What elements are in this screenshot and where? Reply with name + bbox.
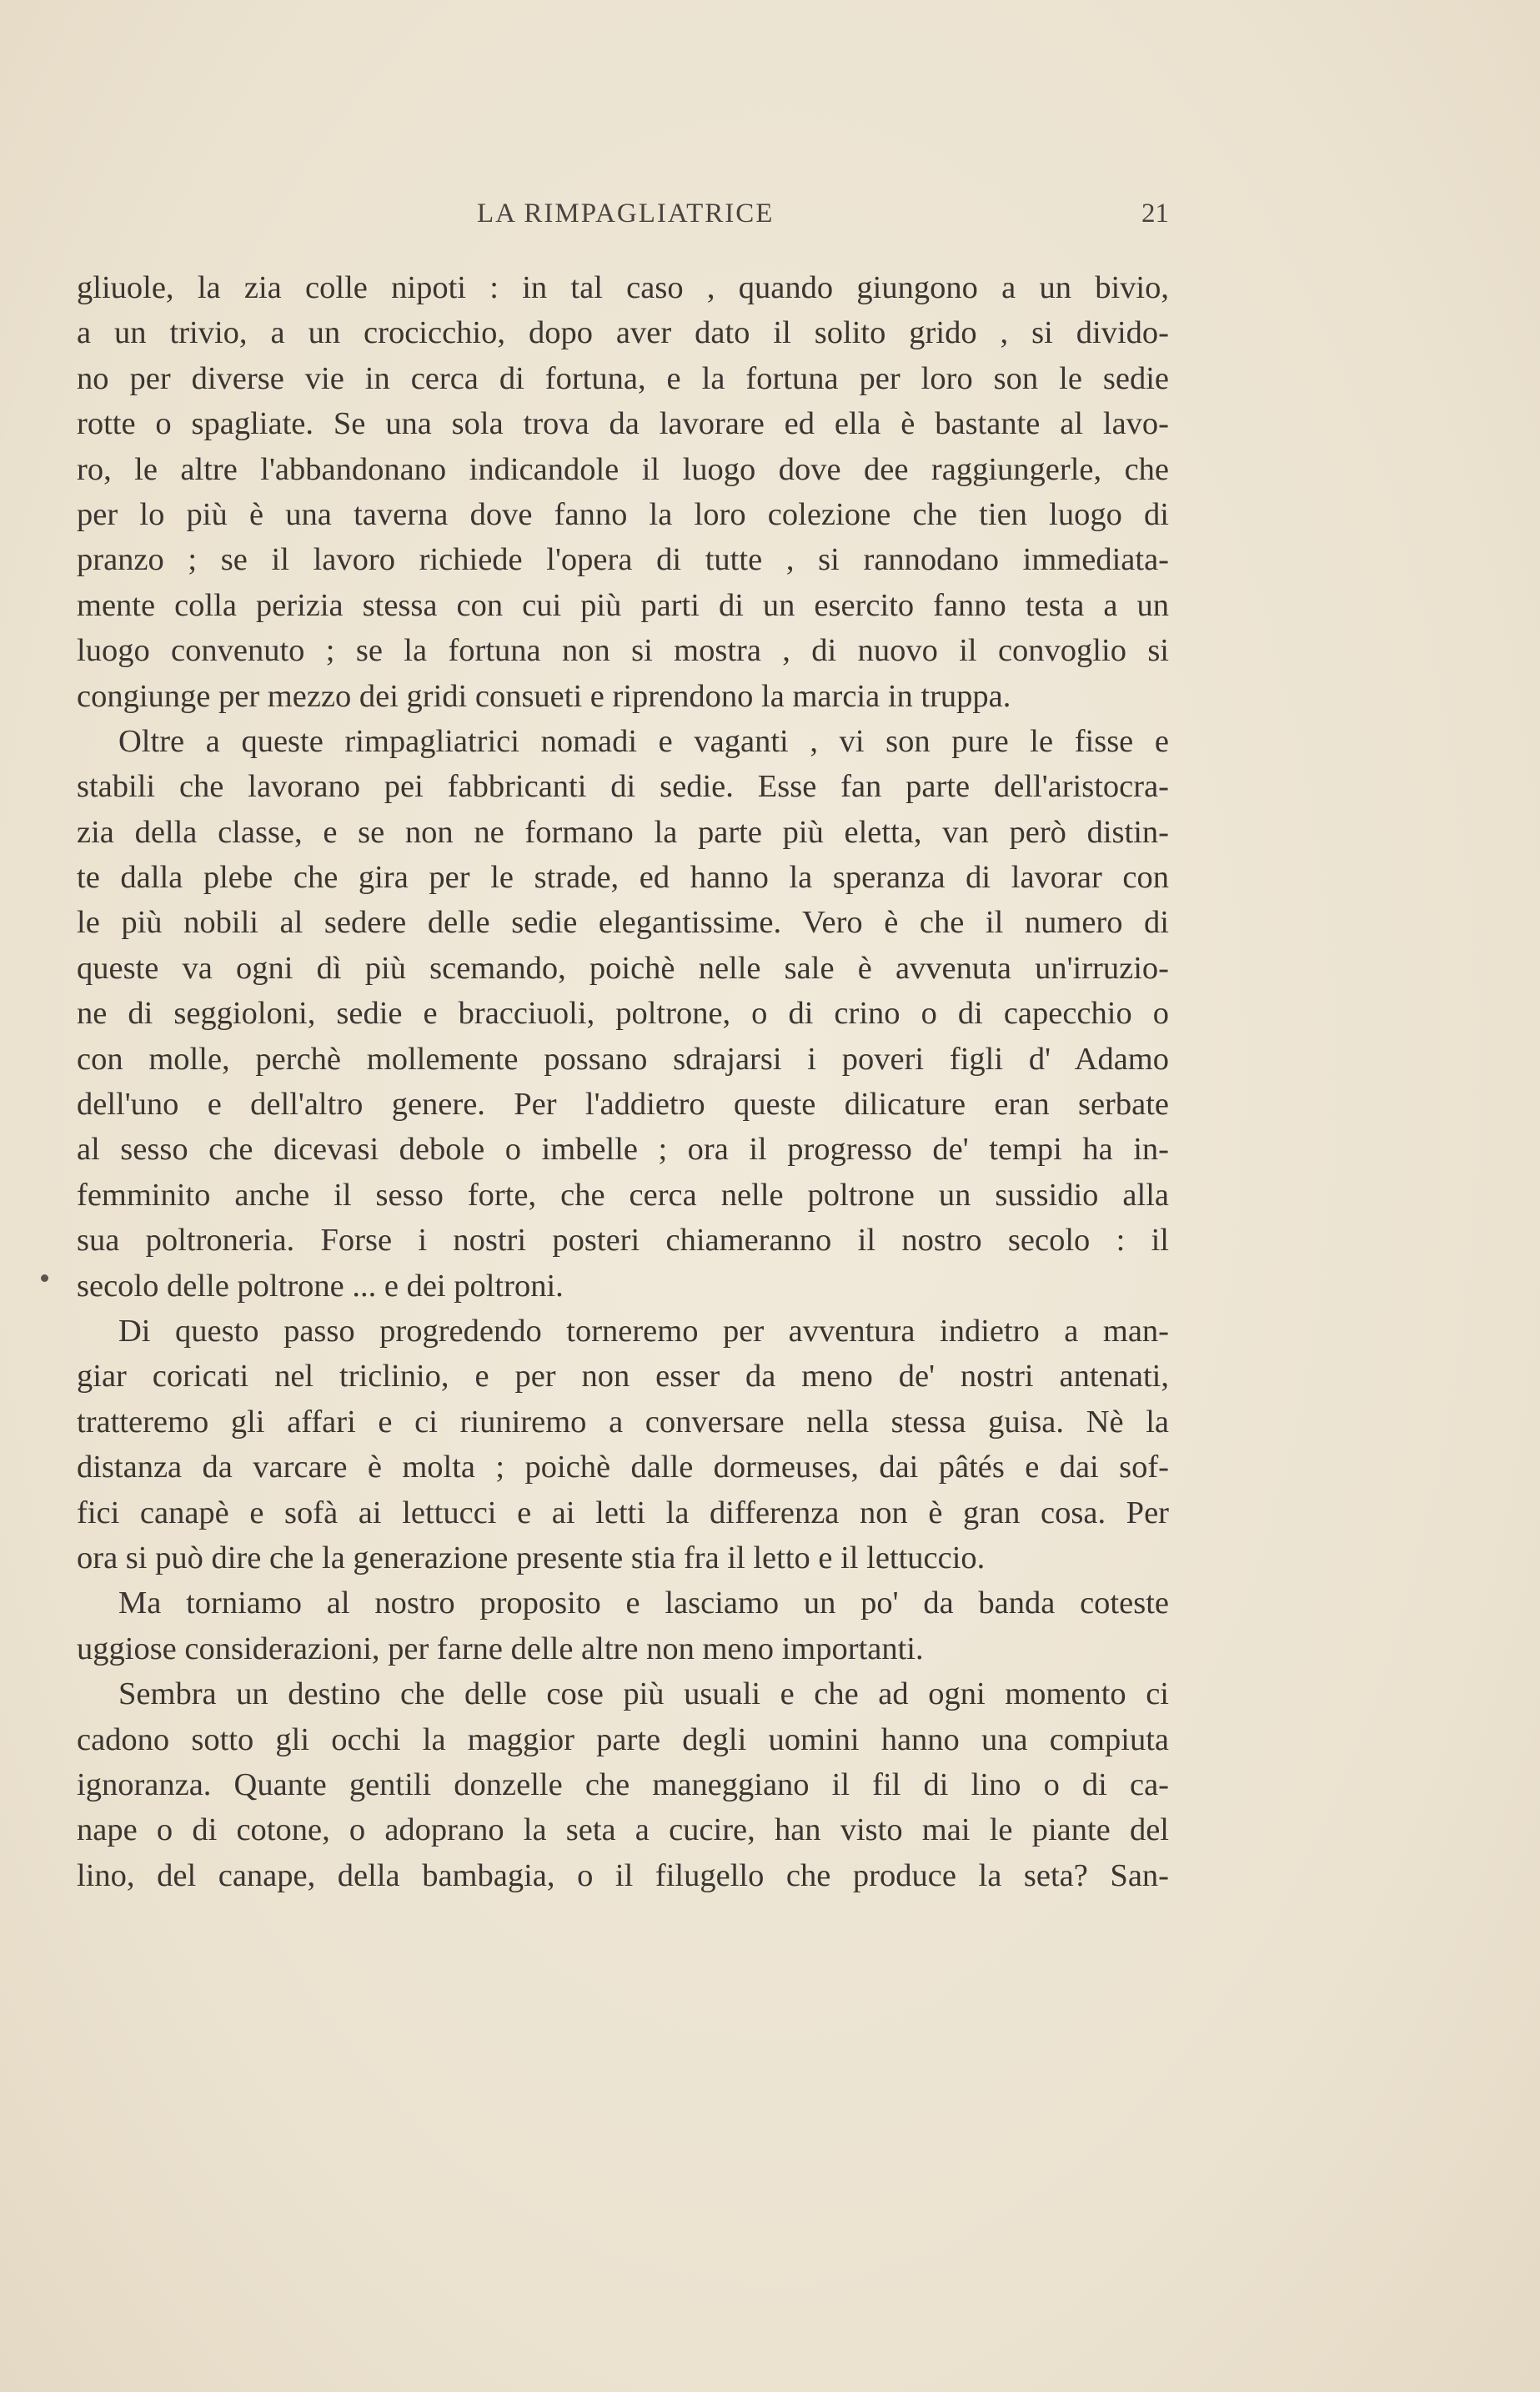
text-line: rotte o spagliate. Se una sola trova da lavorare ed ella è bastante al lavo- bbox=[77, 406, 1169, 442]
text-line: fici canapè e sofà ai lettucci e ai letti la differenza non è gran cosa. Per bbox=[77, 1495, 1169, 1530]
text-line: Oltre a queste rimpagliatrici nomadi e vaganti , vi son pure le fisse e bbox=[118, 723, 1169, 759]
text-line: Sembra un destino che delle cose più usuali e che ad ogni momento ci bbox=[118, 1676, 1169, 1712]
running-title: LA RIMPAGLIATRICE bbox=[477, 198, 775, 229]
text-line: ne di seggioloni, sedie e bracciuoli, poltrone, o di crino o di capecchio o bbox=[77, 996, 1169, 1032]
text-line: no per diverse vie in cerca di fortuna, e la fortuna per loro son le sedie bbox=[77, 360, 1169, 396]
text-line: Di questo passo progredendo torneremo per avventura indietro a man- bbox=[118, 1313, 1169, 1349]
text-line: luogo convenuto ; se la fortuna non si mostra , di nuovo il convoglio si bbox=[77, 633, 1169, 669]
text-line: femminito anche il sesso forte, che cerca nelle poltrone un sussidio alla bbox=[77, 1177, 1169, 1213]
text-line: zia della classe, e se non ne formano la parte più eletta, van però distin- bbox=[77, 814, 1169, 850]
text-line: con molle, perchè mollemente possano sdrajarsi i poveri figli d' Adamo bbox=[77, 1041, 1169, 1077]
text-line: al sesso che dicevasi debole o imbelle ; ora il progresso de' tempi ha in- bbox=[77, 1132, 1169, 1168]
text-line: pranzo ; se il lavoro richiede l'opera di tutte , si rannodano immediata- bbox=[77, 542, 1169, 578]
body-text bbox=[77, 265, 1169, 1898]
text-line: tratteremo gli affari e ci riuniremo a conversare nella stessa guisa. Nè la bbox=[77, 1404, 1169, 1440]
text-line: per lo più è una taverna dove fanno la loro colezione che tien luogo di bbox=[77, 496, 1169, 532]
page-header bbox=[77, 198, 1169, 240]
text-line: a un trivio, a un crocicchio, dopo aver dato il solito grido , si divido- bbox=[77, 315, 1169, 351]
margin-mark bbox=[41, 1274, 48, 1282]
text-line: cadono sotto gli occhi la maggior parte degli uomini hanno una compiuta bbox=[77, 1721, 1169, 1757]
text-line: uggiose considerazioni, per farne delle altre non meno importanti. bbox=[77, 1631, 924, 1666]
text-line: distanza da varcare è molta ; poichè dalle dormeuses, dai pâtés e dai sof- bbox=[77, 1450, 1169, 1485]
page-number: 21 bbox=[1141, 198, 1169, 229]
text-line: mente colla perizia stessa con cui più parti di un esercito fanno testa a un bbox=[77, 587, 1169, 623]
text-line: ora si può dire che la generazione presente stia fra il letto e il lettuccio. bbox=[77, 1540, 986, 1575]
text-line: gliuole, la zia colle nipoti : in tal caso , quando giungono a un bivio, bbox=[77, 270, 1169, 305]
text-line: lino, del canape, della bambagia, o il filugello che produce la seta? San- bbox=[77, 1857, 1169, 1893]
text-line: Ma torniamo al nostro proposito e lasciamo un po' da banda coteste bbox=[118, 1585, 1169, 1621]
text-line: giar coricati nel triclinio, e per non esser da meno de' nostri antenati, bbox=[77, 1359, 1169, 1394]
text-line: ignoranza. Quante gentili donzelle che maneggiano il fil di lino o di ca- bbox=[77, 1766, 1169, 1802]
text-line: dell'uno e dell'altro genere. Per l'addietro queste dilicature eran serbate bbox=[77, 1087, 1169, 1123]
text-line: ro, le altre l'abbandonano indicandole il luogo dove dee raggiungerle, che bbox=[77, 451, 1169, 487]
text-line: sua poltroneria. Forse i nostri posteri chiameranno il nostro secolo : il bbox=[77, 1223, 1169, 1259]
text-line: stabili che lavorano pei fabbricanti di sedie. Esse fan parte dell'aristocra- bbox=[77, 769, 1169, 805]
text-line: nape o di cotone, o adoprano la seta a cucire, han visto mai le piante del bbox=[77, 1812, 1169, 1848]
text-line: queste va ogni dì più scemando, poichè nelle sale è avvenuta un'irruzio- bbox=[77, 950, 1169, 986]
text-line: le più nobili al sedere delle sedie elegantissime. Vero è che il numero di bbox=[77, 905, 1169, 941]
text-line: congiunge per mezzo dei gridi consueti e riprendono la marcia in truppa. bbox=[77, 678, 1011, 714]
text-line: secolo delle poltrone ... e dei poltroni. bbox=[77, 1268, 564, 1304]
text-line: te dalla plebe che gira per le strade, ed hanno la speranza di lavorar con bbox=[77, 860, 1169, 896]
